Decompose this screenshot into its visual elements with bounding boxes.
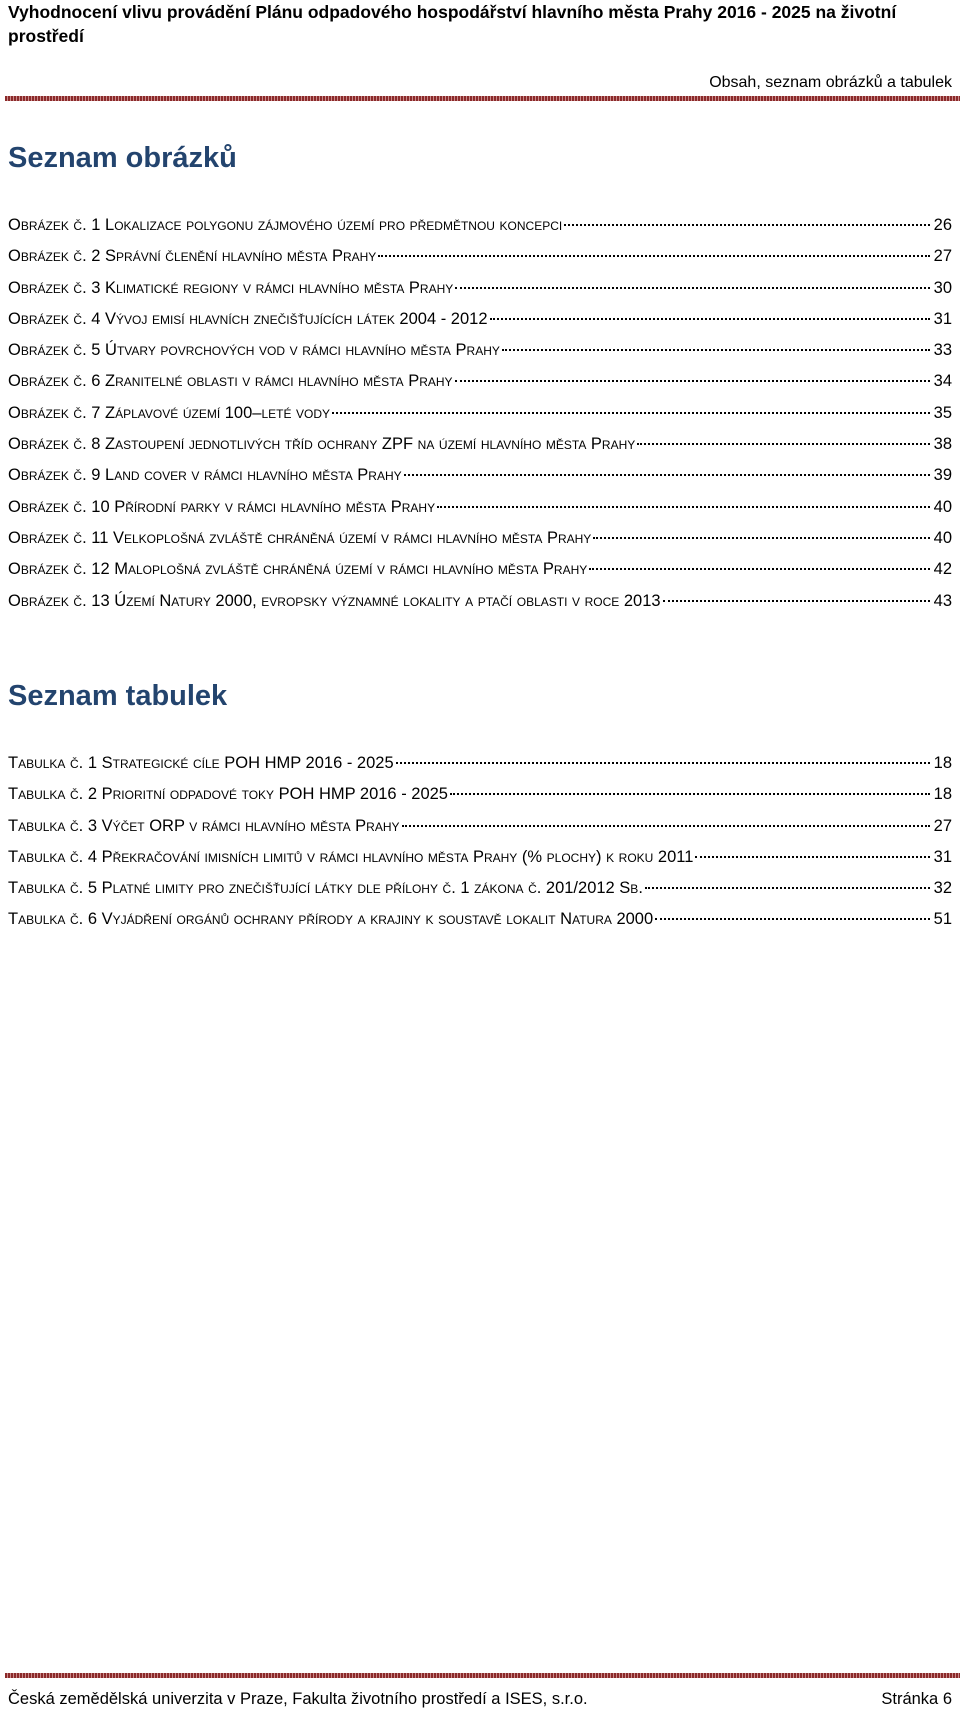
figure-toc-entry-page-number[interactable]: 30: [933, 278, 952, 297]
figure-toc-entry-label[interactable]: Obrázek č. 10 Přírodní parky v rámci hlavního města Prahy: [8, 497, 436, 516]
footer-institution: Česká zemědělská univerzita v Praze, Fakulta životního prostředí a ISES, s.r.o.: [8, 1690, 588, 1708]
document-header-title: Vyhodnocení vlivu provádění Plánu odpadového hospodářství hlavního města Prahy 2016 - 2025 na životní prostředí: [8, 2, 897, 46]
figure-toc-entry-label[interactable]: Obrázek č. 11 Velkoplošná zvláště chráněná území v rámci hlavního města Prahy: [8, 528, 592, 547]
dot-leader: [332, 412, 930, 414]
dot-leader: [589, 568, 929, 570]
figure-toc-entry[interactable]: [8, 308, 952, 339]
table-toc-entry-label[interactable]: Tabulka č. 5 Platné limity pro znečišťující látky dle přílohy č. 1 zákona č. 201/2012 Sb.: [8, 879, 643, 898]
dot-leader: [455, 380, 930, 382]
table-toc-entry[interactable]: [8, 908, 952, 939]
dot-leader: [695, 856, 929, 858]
figure-toc-entry[interactable]: [8, 558, 952, 589]
figure-toc-entry[interactable]: [8, 590, 952, 621]
figure-toc-entry-label[interactable]: Obrázek č. 7 Záplavové území 100–leté vody: [8, 403, 331, 422]
figure-toc-entry-page-number[interactable]: 33: [933, 341, 952, 360]
figure-toc-entry-label[interactable]: Obrázek č. 3 Klimatické regiony v rámci hlavního města Prahy: [8, 278, 454, 297]
figure-toc-entry-label[interactable]: Obrázek č. 13 Území Natury 2000, evropsky významné lokality a ptačí oblasti v roce 2013: [8, 591, 661, 610]
header-divider: [5, 96, 960, 101]
dot-leader: [378, 255, 929, 257]
dot-leader: [490, 318, 930, 320]
figure-toc-entry-page-number[interactable]: 40: [933, 528, 952, 547]
table-toc-entry-page-number[interactable]: 18: [933, 785, 952, 804]
figure-toc-entry-page-number[interactable]: 31: [933, 309, 952, 328]
table-toc-entry[interactable]: [8, 877, 952, 908]
dot-leader: [437, 506, 930, 508]
tables-list: [8, 752, 952, 940]
dot-leader: [396, 762, 930, 764]
table-toc-entry[interactable]: [8, 846, 952, 877]
table-toc-entry[interactable]: [8, 815, 952, 846]
dot-leader: [402, 825, 930, 827]
figure-toc-entry[interactable]: [8, 245, 952, 276]
table-toc-entry-label[interactable]: Tabulka č. 4 Překračování imisních limitů v rámci hlavního města Prahy (% plochy) k roku 2011: [8, 847, 694, 866]
dot-leader: [655, 918, 929, 920]
figures-list-heading: Seznam obrázků: [8, 142, 237, 174]
tables-list-heading: Seznam tabulek: [8, 680, 228, 712]
figure-toc-entry-page-number[interactable]: 35: [933, 403, 952, 422]
table-toc-entry[interactable]: [8, 783, 952, 814]
figure-toc-entry-page-number[interactable]: 27: [933, 247, 952, 266]
figure-toc-entry-page-number[interactable]: 38: [933, 435, 952, 454]
figure-toc-entry-label[interactable]: Obrázek č. 4 Vývoj emisí hlavních znečišťujících látek 2004 - 2012: [8, 309, 488, 328]
dot-leader: [502, 349, 930, 351]
dot-leader: [404, 474, 930, 476]
figure-toc-entry[interactable]: [8, 370, 952, 401]
figure-toc-entry-label[interactable]: Obrázek č. 12 Maloplošná zvláště chráněná území v rámci hlavního města Prahy: [8, 560, 588, 579]
dot-leader: [663, 600, 930, 602]
figure-toc-entry[interactable]: [8, 277, 952, 308]
figure-toc-entry-page-number[interactable]: 40: [933, 497, 952, 516]
table-toc-entry-label[interactable]: Tabulka č. 1 Strategické cíle POH HMP 2016 - 2025: [8, 754, 394, 772]
footer-divider: [5, 1673, 960, 1678]
figure-toc-entry-page-number[interactable]: 34: [933, 372, 952, 391]
figure-toc-entry-label[interactable]: Obrázek č. 6 Zranitelné oblasti v rámci hlavního města Prahy: [8, 372, 453, 391]
table-toc-entry-page-number[interactable]: 31: [933, 847, 952, 866]
dot-leader: [645, 887, 930, 889]
dot-leader: [593, 537, 929, 539]
figure-toc-entry-page-number[interactable]: 39: [933, 466, 952, 485]
figure-toc-entry[interactable]: [8, 496, 952, 527]
figure-toc-entry-page-number[interactable]: 42: [933, 560, 952, 579]
document-header-section: Obsah, seznam obrázků a tabulek: [709, 74, 952, 91]
figure-toc-entry[interactable]: [8, 433, 952, 464]
dot-leader: [450, 793, 930, 795]
dot-leader: [455, 287, 929, 289]
table-toc-entry-page-number[interactable]: 32: [933, 879, 952, 898]
table-toc-entry-label[interactable]: Tabulka č. 2 Prioritní odpadové toky POH HMP 2016 - 2025: [8, 785, 448, 804]
table-toc-entry-label[interactable]: Tabulka č. 3 Výčet ORP v rámci hlavního města Prahy: [8, 816, 400, 835]
figure-toc-entry-page-number[interactable]: 26: [933, 216, 952, 234]
footer-page-number: Stránka 6: [881, 1690, 952, 1708]
figure-toc-entry-label[interactable]: Obrázek č. 5 Útvary povrchových vod v rámci hlavního města Prahy: [8, 341, 500, 360]
figure-toc-entry[interactable]: [8, 402, 952, 433]
dot-leader: [564, 224, 929, 226]
table-toc-entry-page-number[interactable]: 18: [933, 754, 952, 772]
figure-toc-entry-page-number[interactable]: 43: [933, 591, 952, 610]
figure-toc-entry[interactable]: [8, 527, 952, 558]
figure-toc-entry[interactable]: [8, 214, 952, 245]
figures-list: [8, 214, 952, 621]
figure-toc-entry-label[interactable]: Obrázek č. 1 Lokalizace polygonu zájmového území pro předmětnou koncepci: [8, 216, 563, 234]
figure-toc-entry[interactable]: [8, 464, 952, 495]
figure-toc-entry-label[interactable]: Obrázek č. 2 Správní členění hlavního města Prahy: [8, 247, 377, 266]
figure-toc-entry-label[interactable]: Obrázek č. 8 Zastoupení jednotlivých tříd ochrany ZPF na území hlavního města Prahy: [8, 435, 636, 454]
table-toc-entry-page-number[interactable]: 51: [933, 910, 952, 929]
figure-toc-entry-label[interactable]: Obrázek č. 9 Land cover v rámci hlavního města Prahy: [8, 466, 402, 485]
dot-leader: [637, 443, 929, 445]
table-toc-entry-label[interactable]: Tabulka č. 6 Vyjádření orgánů ochrany přírody a krajiny k soustavě lokalit Natura 2000: [8, 910, 654, 929]
table-toc-entry-page-number[interactable]: 27: [933, 816, 952, 835]
table-toc-entry[interactable]: [8, 752, 952, 783]
figure-toc-entry[interactable]: [8, 339, 952, 370]
